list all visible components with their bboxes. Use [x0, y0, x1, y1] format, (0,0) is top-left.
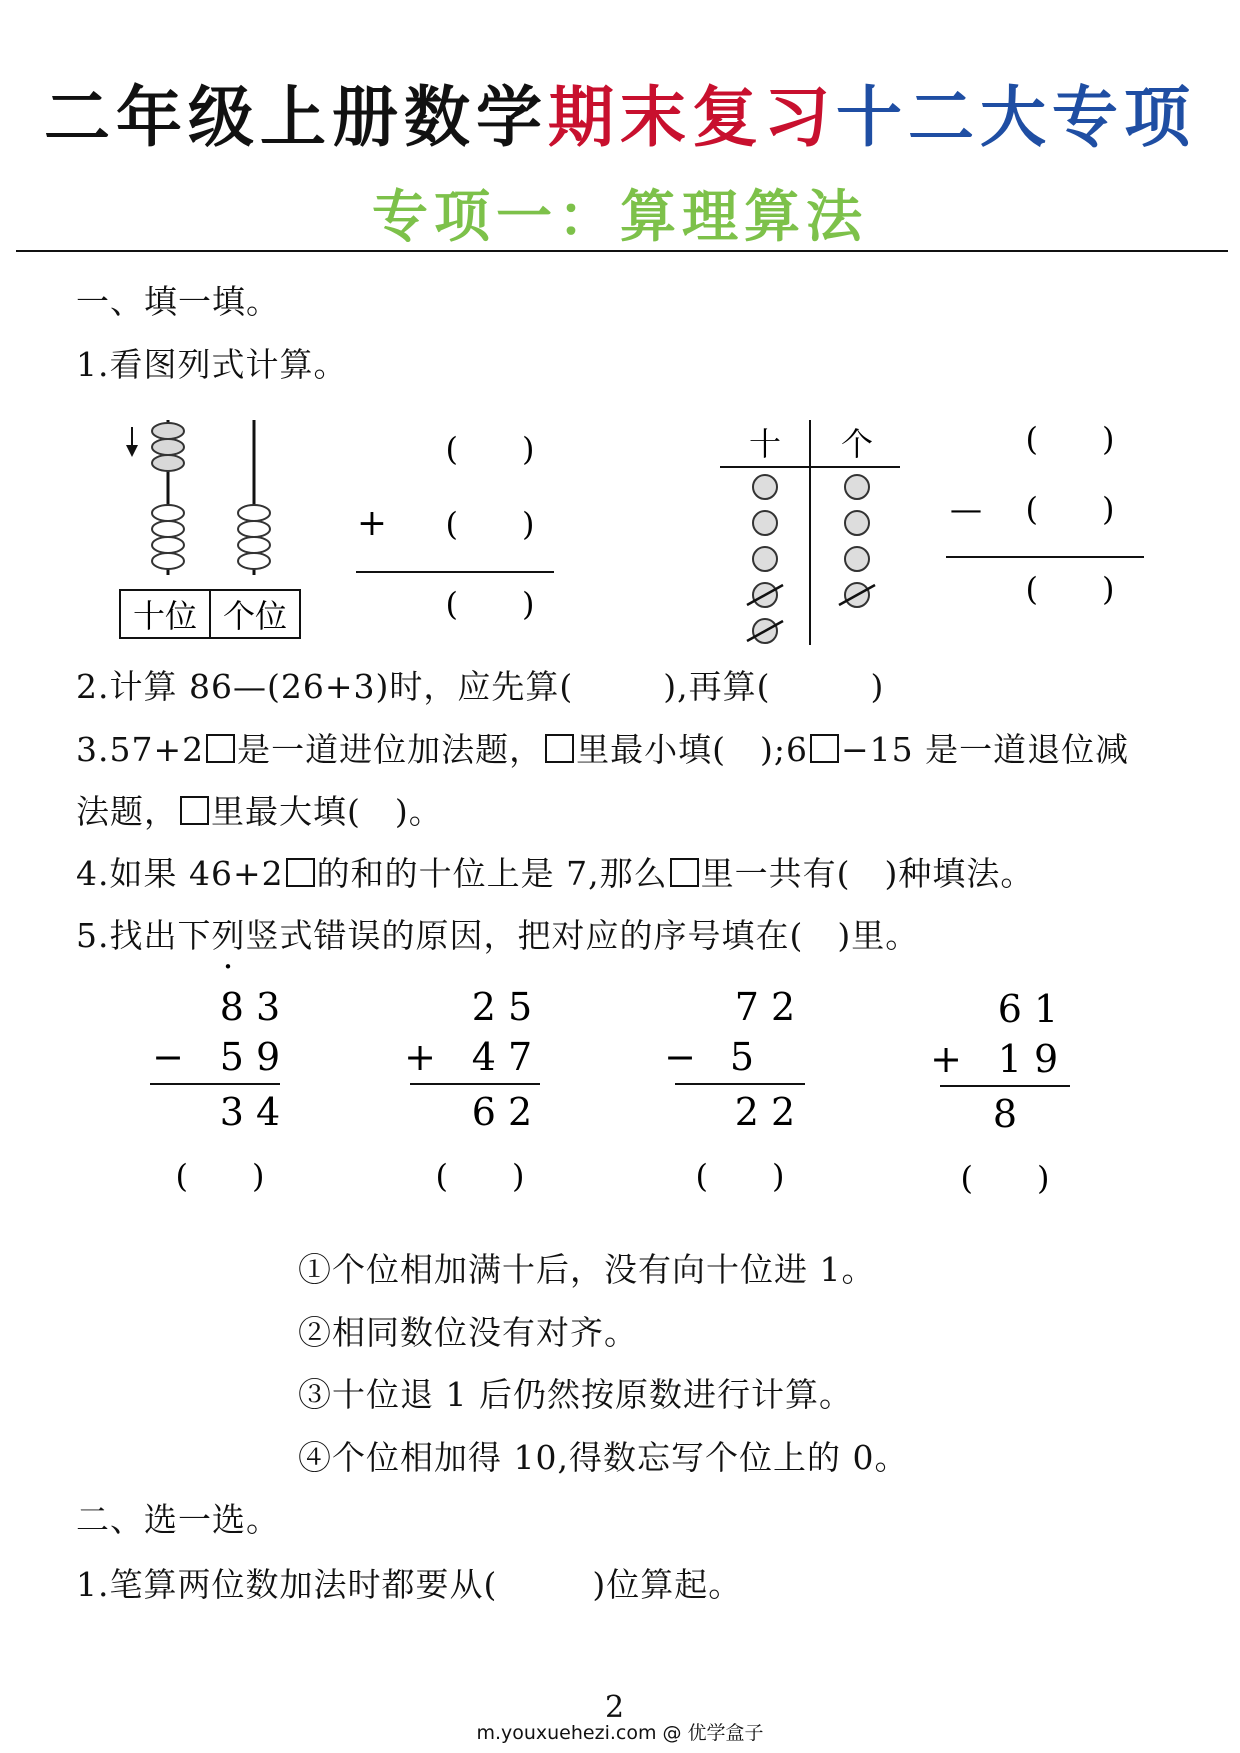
q4-part1: 4.如果 46+2	[76, 854, 284, 893]
q3-part4: −15 是一道退位减	[841, 730, 1130, 769]
calc-4-bottom: 1 9	[997, 1037, 1059, 1081]
calc-1-op: −	[152, 1035, 184, 1079]
calc-1-top: 8 3	[219, 985, 281, 1029]
q3-box-4[interactable]	[180, 796, 209, 825]
calc-3-top: 7 2	[734, 985, 796, 1029]
calc-2-op: +	[404, 1035, 436, 1079]
q2-part2: ),再算(	[663, 667, 771, 706]
q4-box-1[interactable]	[286, 858, 315, 887]
q4-text	[76, 852, 1034, 896]
section1-heading: 一、填一填。	[76, 282, 280, 321]
reason-1: ①个位相加满十后，没有向十位进 1。	[298, 1250, 876, 1289]
reason-4: ④个位相加得 10,得数忘写个位上的 0。	[298, 1438, 909, 1477]
addition-blanks	[350, 430, 570, 630]
q4-box-2[interactable]	[670, 858, 699, 887]
plus-sign: +	[356, 503, 388, 544]
calc-2-top: 2 5	[471, 985, 533, 1029]
q3-line-2	[76, 790, 443, 834]
q5-text: 5.找出下列竖式错误的原因，把对应的序号填在( )里。	[76, 916, 920, 955]
vertical-calculations	[140, 947, 1100, 1210]
footer-watermark: m.youxuehezi.com @ 优学盒子	[476, 1722, 764, 1744]
minus-sign: —	[950, 490, 982, 528]
header-divider	[16, 250, 1228, 252]
carry-dot: ·	[222, 947, 234, 987]
calc-4-top: 6 1	[997, 987, 1059, 1031]
chart-label-tens: 十	[748, 425, 782, 463]
ones-beads	[238, 505, 270, 569]
q2-part3: )	[870, 667, 885, 706]
calc-2-bottom: 4 7	[471, 1035, 533, 1079]
add-blank-1[interactable]: ( )	[445, 430, 535, 468]
sub-blank-1[interactable]: ( )	[1025, 420, 1115, 458]
calc-4-blank[interactable]: ( )	[960, 1159, 1050, 1197]
subtraction-blanks	[940, 420, 1150, 620]
page-subtitle: 专项一：算理算法	[372, 185, 868, 250]
title-part-black: 二年级上册数学	[44, 79, 548, 156]
q3-part2: 是一道进位加法题，	[237, 730, 544, 769]
q1-text: 1.看图列式计算。	[76, 345, 348, 384]
calc-2-result: 6 2	[471, 1090, 533, 1134]
calc-1-result: 3 4	[219, 1090, 281, 1134]
q2-part1: 2.计算 86—(26+3)时，应先算(	[76, 667, 574, 706]
sub-blank-2[interactable]: ( )	[1025, 490, 1115, 528]
calc-4-result: 8	[992, 1092, 1018, 1136]
q3-line-1	[76, 728, 1129, 772]
sub-blank-3[interactable]: ( )	[1025, 570, 1115, 608]
abacus-label-tens: 十位	[132, 597, 198, 635]
calc-4-op: +	[930, 1037, 962, 1081]
calc-3	[664, 985, 805, 1195]
calc-3-op: −	[664, 1035, 696, 1079]
title-part-red: 期末复习	[548, 79, 836, 156]
q2-text	[76, 665, 884, 709]
q4-part2: 的和的十位上是 7,那么	[316, 854, 668, 893]
calc-3-bottom: 5	[729, 1035, 755, 1079]
down-arrow-icon	[126, 427, 138, 457]
q3-part3: 里最小填( );6	[576, 730, 808, 769]
section2-heading: 二、选一选。	[76, 1500, 280, 1539]
calc-2	[404, 985, 540, 1195]
s2q1-part1: 1.笔算两位数加法时都要从(	[76, 1565, 498, 1604]
s2q1-part2: )位算起。	[592, 1565, 743, 1604]
page-number: 2	[605, 1690, 625, 1725]
tens-counters	[753, 475, 777, 643]
add-blank-3[interactable]: ( )	[445, 585, 535, 623]
calc-3-result: 2 2	[734, 1090, 796, 1134]
calc-2-blank[interactable]: ( )	[435, 1157, 525, 1195]
calc-3-blank[interactable]: ( )	[695, 1157, 785, 1195]
section2-q1	[76, 1563, 742, 1607]
chart-label-ones: 个	[840, 425, 874, 463]
calc-1-blank[interactable]: ( )	[175, 1157, 265, 1195]
place-value-chart	[715, 415, 905, 650]
ones-counters	[845, 475, 869, 607]
reason-2: ②相同数位没有对齐。	[298, 1313, 638, 1352]
calc-4	[930, 987, 1070, 1197]
q3-part5: 法题，	[76, 792, 178, 831]
abacus-label-ones: 个位	[222, 597, 288, 635]
reason-3: ③十位退 1 后仍然按原数进行计算。	[298, 1375, 853, 1414]
q3-box-1[interactable]	[206, 734, 235, 763]
q4-part3: 里一共有( )种填法。	[700, 854, 1035, 893]
add-blank-2[interactable]: ( )	[445, 505, 535, 543]
calc-1-bottom: 5 9	[219, 1035, 281, 1079]
q3-part1: 3.57+2	[76, 730, 205, 769]
q3-part6: 里最大填( )。	[211, 792, 443, 831]
calc-1	[150, 947, 280, 1195]
page-title	[0, 78, 1240, 158]
q3-box-2[interactable]	[545, 734, 574, 763]
title-part-blue: 十二大专项	[836, 79, 1196, 156]
q3-box-3[interactable]	[810, 734, 839, 763]
abacus-figure	[110, 415, 310, 645]
